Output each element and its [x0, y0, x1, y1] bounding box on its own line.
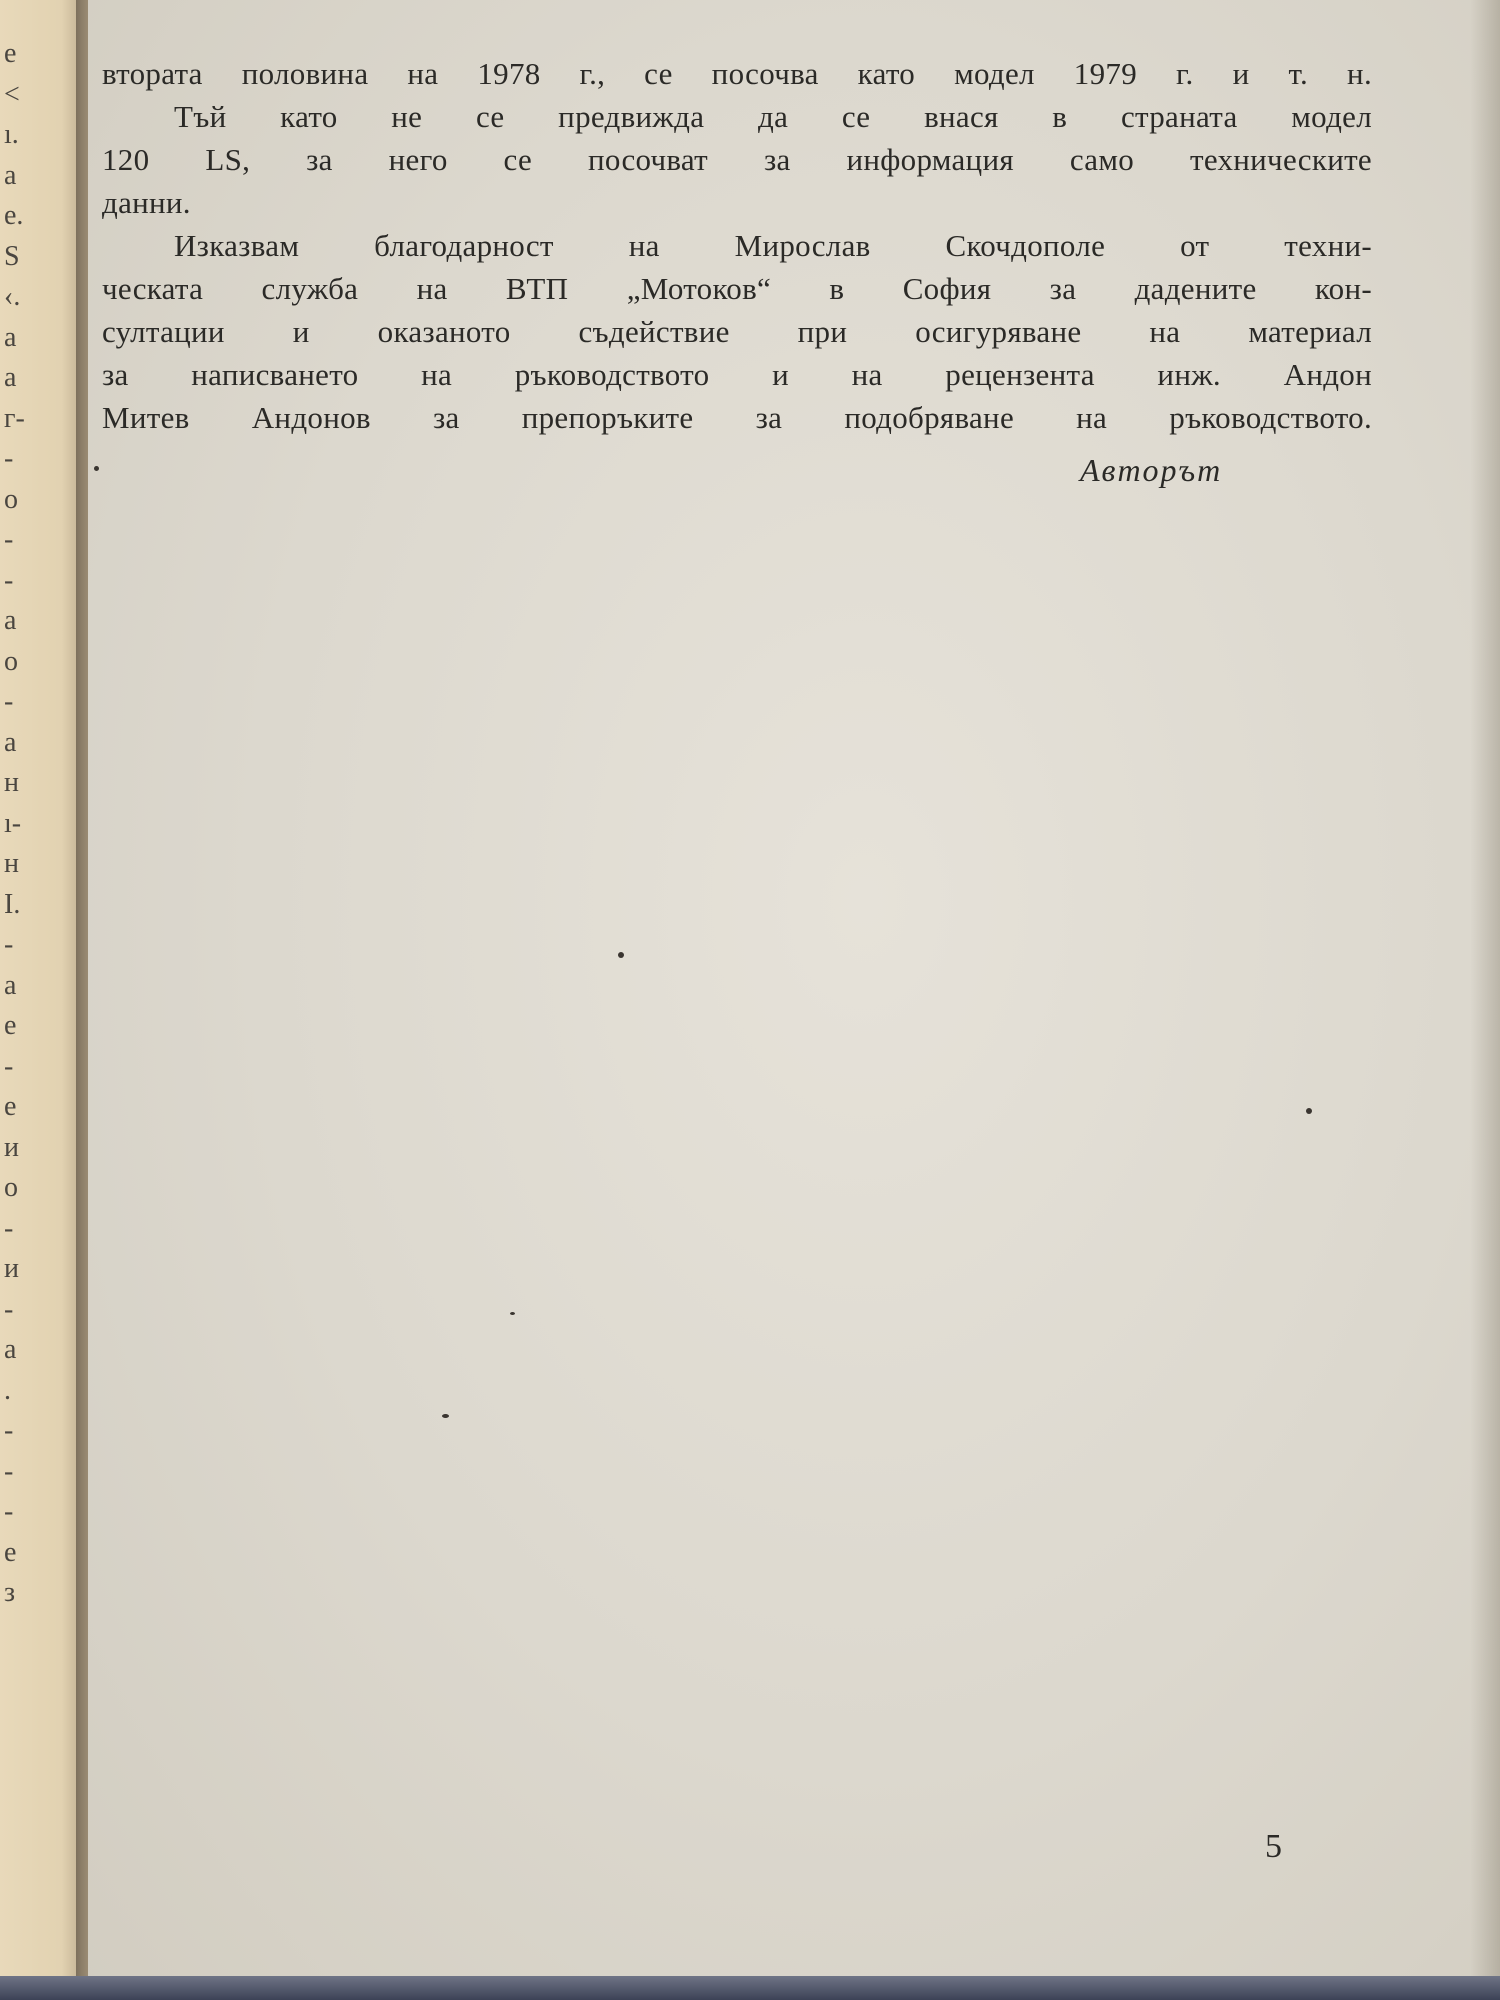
page-number: 5	[1265, 1828, 1282, 1865]
left-page-glyph: .	[4, 1374, 11, 1406]
left-page-glyph: е.	[4, 200, 24, 231]
left-page-glyph: з	[4, 1577, 16, 1608]
left-page-glyph: е	[4, 1010, 17, 1041]
left-page-glyph: о	[4, 1172, 18, 1203]
left-page-glyph: н	[4, 767, 19, 798]
left-page-glyph: -	[4, 1050, 14, 1082]
text-line: Тъй като не се предвижда да се внася в страната модел	[174, 99, 1372, 134]
left-page-glyph: -	[4, 1455, 14, 1487]
left-page-glyph: е	[4, 1091, 17, 1122]
left-page-glyph: -	[4, 443, 14, 474]
left-page-glyph: -	[4, 1293, 14, 1325]
left-page-glyph: -	[4, 1496, 14, 1527]
left-page-glyph: а	[4, 726, 17, 758]
left-page-glyph: а	[4, 159, 17, 191]
left-page-glyph: г-	[4, 402, 25, 434]
left-page-glyph: <	[4, 78, 20, 110]
left-page-glyph: S	[4, 240, 20, 272]
text-line: Изказвам благодарност на Мирослав Скочдополе от техни-	[174, 228, 1372, 263]
text-line: султации и оказаното съдействие при осигуряване на материал	[102, 314, 1372, 349]
left-page-glyph: -	[4, 686, 14, 717]
paper-speck	[618, 952, 624, 958]
left-page-glyph: а	[4, 969, 17, 1001]
left-page-glyph: а	[4, 321, 17, 353]
left-page-glyph: о	[4, 645, 18, 677]
paper-speck	[94, 466, 99, 471]
text-line: 120 LS, за него се посочват за информация само техническите	[102, 142, 1372, 177]
left-page-glyph: и	[4, 1253, 19, 1284]
text-line: втората половина на 1978 г., се посочва като модел 1979 г. и т. н.	[102, 56, 1372, 91]
text-line: за написването на ръководството и на рецензента инж. Андон	[102, 357, 1372, 392]
text-line: Митев Андонов за препоръките за подобряване на ръководството.	[102, 400, 1372, 435]
left-page-glyph: -	[4, 1212, 14, 1244]
left-page-glyph: ı.	[4, 119, 19, 150]
paper-speck	[510, 1312, 515, 1315]
left-page-glyph: -	[4, 929, 14, 960]
paper-speck	[1306, 1108, 1312, 1114]
left-page-glyph: -	[4, 524, 14, 555]
author-signature: Авторът	[1080, 452, 1223, 488]
left-page-glyph: I.	[4, 888, 21, 920]
left-page-glyph: ‹.	[4, 281, 21, 312]
left-facing-page	[0, 0, 88, 2000]
left-page-glyph: а	[4, 362, 17, 393]
paper-speck	[442, 1414, 449, 1418]
left-page-glyph: е	[4, 38, 17, 69]
preface-text	[102, 52, 1372, 439]
left-page-glyph: а	[4, 1334, 17, 1365]
left-page-glyph: ı-	[4, 807, 22, 839]
book-cover-edge	[0, 1976, 1500, 2000]
text-line: ческата служба на ВТП „Мотоков“ в София за дадените кон-	[102, 271, 1372, 306]
left-page-glyph: н	[4, 848, 19, 879]
left-page-glyph: о	[4, 483, 18, 515]
left-page-glyph: -	[4, 1415, 14, 1446]
left-page-glyph: и	[4, 1131, 19, 1163]
text-line: данни.	[102, 185, 191, 220]
left-page-glyph: -	[4, 564, 14, 596]
left-page-glyph: а	[4, 605, 17, 636]
left-page-glyph: е	[4, 1536, 17, 1568]
